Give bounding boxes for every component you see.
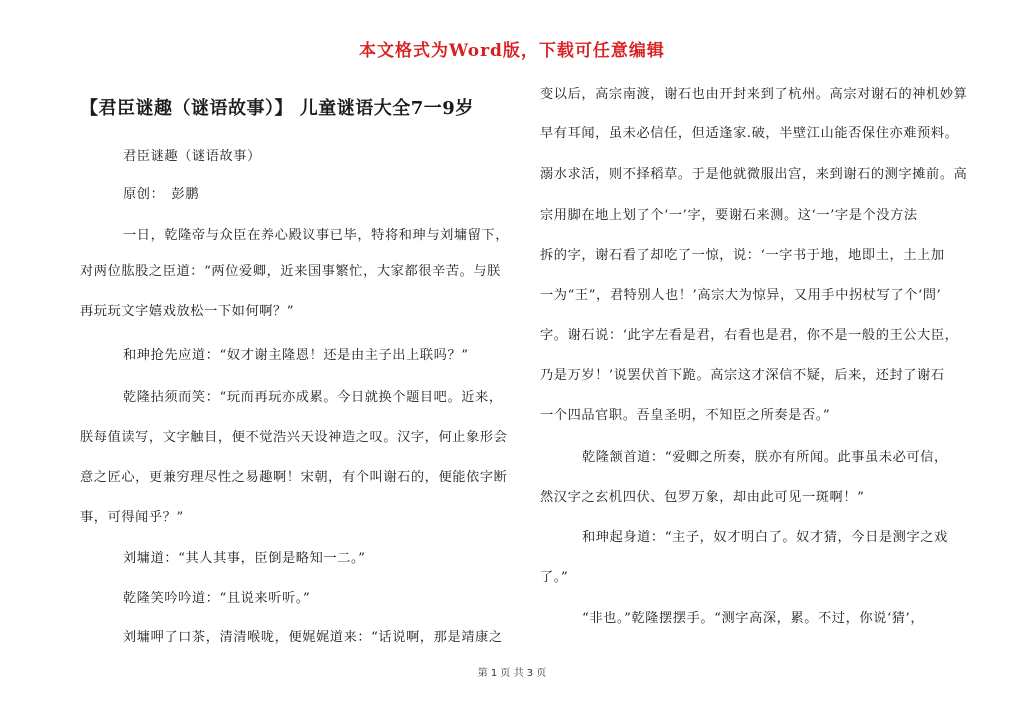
text-line: 变以后，高宗南渡，谢石也由开封来到了杭州。高宗对谢石的神机妙算 [540,87,968,102]
text-line: 和珅抢先应道：“奴才谢主隆恩！还是由主子出上联吗？” [123,348,469,363]
text-line: 刘墉道：“其人其事，臣倒是略知一二。” [123,551,366,566]
document-title: 【君臣谜趣（谜语故事）】 儿童谜语大全7一9岁 [80,98,474,119]
text-line: 乾隆笑吟吟道：“且说来听听。” [123,591,311,606]
text-line: 溺水求活，则不择稻草。于是他就微服出宫，来到谢石的测字摊前。高 [540,167,968,182]
text-line: 宗用脚在地上划了个‘一’字，要谢石来测。这‘一’字是个没方法 [540,208,918,223]
text-line: 乃是万岁！’说罢伏首下跪。高宗这才深信不疑，后来，还封了谢石 [540,368,945,383]
text-line: 字。谢石说：‘此字左看是君，右看也是君，你不是一般的王公大臣， [540,328,959,343]
text-line: 了。” [540,570,569,585]
text-line: 朕每值读写，文字触目，便不觉浩兴天设神造之叹。汉字，何止象形会 [80,430,508,445]
document-banner: 本文格式为Word版，下载可任意编辑 [359,41,665,61]
text-line: 和珅起身道：“主子，奴才明白了。奴才猜，今日是测字之戏 [582,530,948,545]
text-line: 乾隆颔首道：“爱卿之所奏，朕亦有所闻。此事虽未必可信， [582,450,948,465]
text-line: 一个四品官职。吾皇圣明，不知臣之所奏是否。” [540,408,831,423]
text-line: 刘墉呷了口茶，清清喉咙，便娓娓道来：“话说啊，那是靖康之 [123,630,503,645]
text-line: “非也。”乾隆摆摆手。“测字高深，累。不过，你说‘猜’， [582,611,925,626]
text-line: 再玩玩文字嬉戏放松一下如何啊？” [80,304,295,319]
text-line: 意之匠心，更兼穷理尽性之易趣啊！宋朝，有个叫谢石的，便能依字断 [80,470,508,485]
text-line: 拆的字，谢石看了却吃了一惊，说：‘一字书于地，地即土，土上加 [540,248,945,263]
text-line: 然汉字之玄机四伏、包罗万象，却由此可见一斑啊！” [540,490,865,505]
text-line: 君臣谜趣（谜语故事） [123,149,261,164]
text-line: 一为“王”，君特别人也！’高宗大为惊异，又用手中拐杖写了个‘問’ [540,288,942,303]
text-line: 乾隆拈须而笑：“玩而再玩亦成累。今日就换个题目吧。近来， [123,390,503,405]
text-line: 事，可得闻乎？” [80,510,184,525]
text-line: 原创： 彭鹏 [123,187,200,202]
text-line: 一日，乾隆帝与众臣在养心殿议事已毕，特将和珅与刘墉留下， [123,228,510,243]
page-number: 第 1 页 共 3 页 [477,668,547,679]
text-line: 早有耳闻，虽未必信任，但适逢家.破，半壁江山能否保住亦难预料。 [540,126,959,141]
text-line: 对两位肱股之臣道：“两位爱卿，近来国事繁忙，大家都很辛苦。与朕 [80,264,501,279]
